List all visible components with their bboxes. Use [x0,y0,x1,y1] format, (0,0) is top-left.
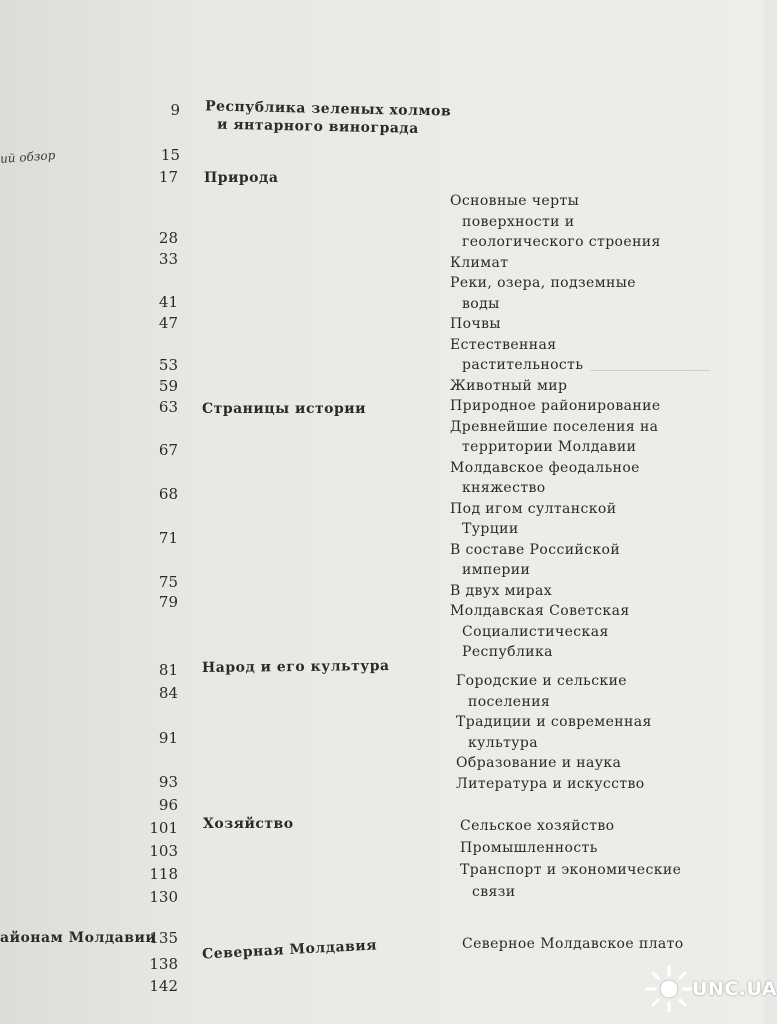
page-number: 135 [149,929,178,947]
page-number: 93 [158,773,178,791]
subsection-item: Климат [450,254,509,271]
subsection-item: Транспорт и экономические [460,862,682,878]
page-number: 41 [158,293,178,311]
watermark [644,964,777,1014]
page-number: 71 [158,529,178,547]
subsection-item: территории Молдавии [462,439,637,455]
subsection-item: культура [468,734,538,751]
page-number: 67 [158,441,178,459]
page-number: 59 [158,377,178,395]
page-number: 142 [149,977,178,995]
subsection-item: растительность [462,357,584,373]
subsection-item: Традиции и современная [456,714,652,730]
page-number: 68 [158,485,178,503]
subsection-item: поселения [468,693,551,710]
watermark-sun-icon [644,964,694,1014]
subsection-item: В составе Российской [450,541,621,558]
page-number: 79 [158,593,178,611]
page-number: 17 [158,168,178,186]
section-title-people: Народ и его культура [201,658,390,676]
subsection-item: Образование и наука [456,755,622,771]
subsection-item: Древнейшие поселения на [450,418,659,435]
subsection-item: княжество [462,480,546,496]
subsection-item: поверхности и [462,213,575,230]
section-title-economy: Хозяйство [203,816,294,832]
page-number: 91 [158,729,178,747]
subsection-list-people [456,671,652,794]
subsection-item: Турции [462,521,519,537]
subsection-item: Естественная [450,336,557,353]
subsection-item: Молдавская Советская [450,603,630,619]
page-number: 103 [149,842,178,860]
subsection-item: воды [462,295,500,312]
subsection-item: Городские и сельские [456,673,627,689]
subsection-item: Сельское хозяйство [460,818,615,834]
page-number: 53 [158,356,178,374]
subsection-item-north: Северное Молдавское плато [462,936,684,952]
section-title-nature: Природа [204,170,279,186]
page-number: 63 [158,398,178,416]
subsection-list-nature [450,191,661,663]
page-number: 118 [149,865,178,883]
subsection-item: Промышленность [460,840,598,856]
subsection-item: В двух мирах [450,582,553,599]
subsection-item: Основные черты [450,193,580,209]
page-number: 96 [158,796,178,814]
subsection-item: Под игом султанской [450,500,617,517]
subsection-item: Реки, озера, подземные [450,275,636,291]
subsection-list-economy [460,815,681,903]
page-number: 84 [158,684,178,702]
subsection-item: Литература и искусство [456,775,645,792]
watermark-text: UNC.UA [692,978,777,1000]
page-number: 81 [158,661,178,679]
subsection-item: Почвы [450,316,501,332]
subsection-item: связи [472,884,516,900]
section-title-history: Страницы истории [202,401,367,417]
subsection-item: империи [462,562,531,578]
subsection-item: Природное районирование [450,398,661,414]
section-title-republic [205,100,451,136]
section-title-north: Северная Молдавия [201,937,378,963]
page-number: 28 [158,229,178,247]
page-number: 101 [149,819,178,837]
page-number: 130 [149,888,178,906]
page-number: 15 [160,146,180,164]
left-fragment-review: ий обзор [0,148,56,166]
page-number: 138 [149,955,178,973]
page-number: 9 [170,101,180,119]
subsection-item: Республика [462,644,553,660]
subsection-item: Социалистическая [462,623,609,640]
subsection-item: Животный мир [450,377,568,394]
page-number: 47 [158,314,178,332]
subsection-item: Молдавское феодальное [450,459,640,476]
page-number: 75 [158,573,178,591]
subsection-item: геологического строения [462,234,661,250]
page-number: 33 [158,250,178,268]
section-title-line: Республика зеленых холмов [204,98,452,120]
left-fragment-regions: айонам Молдавии [0,930,157,946]
section-title-line: и янтарного винограда [216,116,419,137]
